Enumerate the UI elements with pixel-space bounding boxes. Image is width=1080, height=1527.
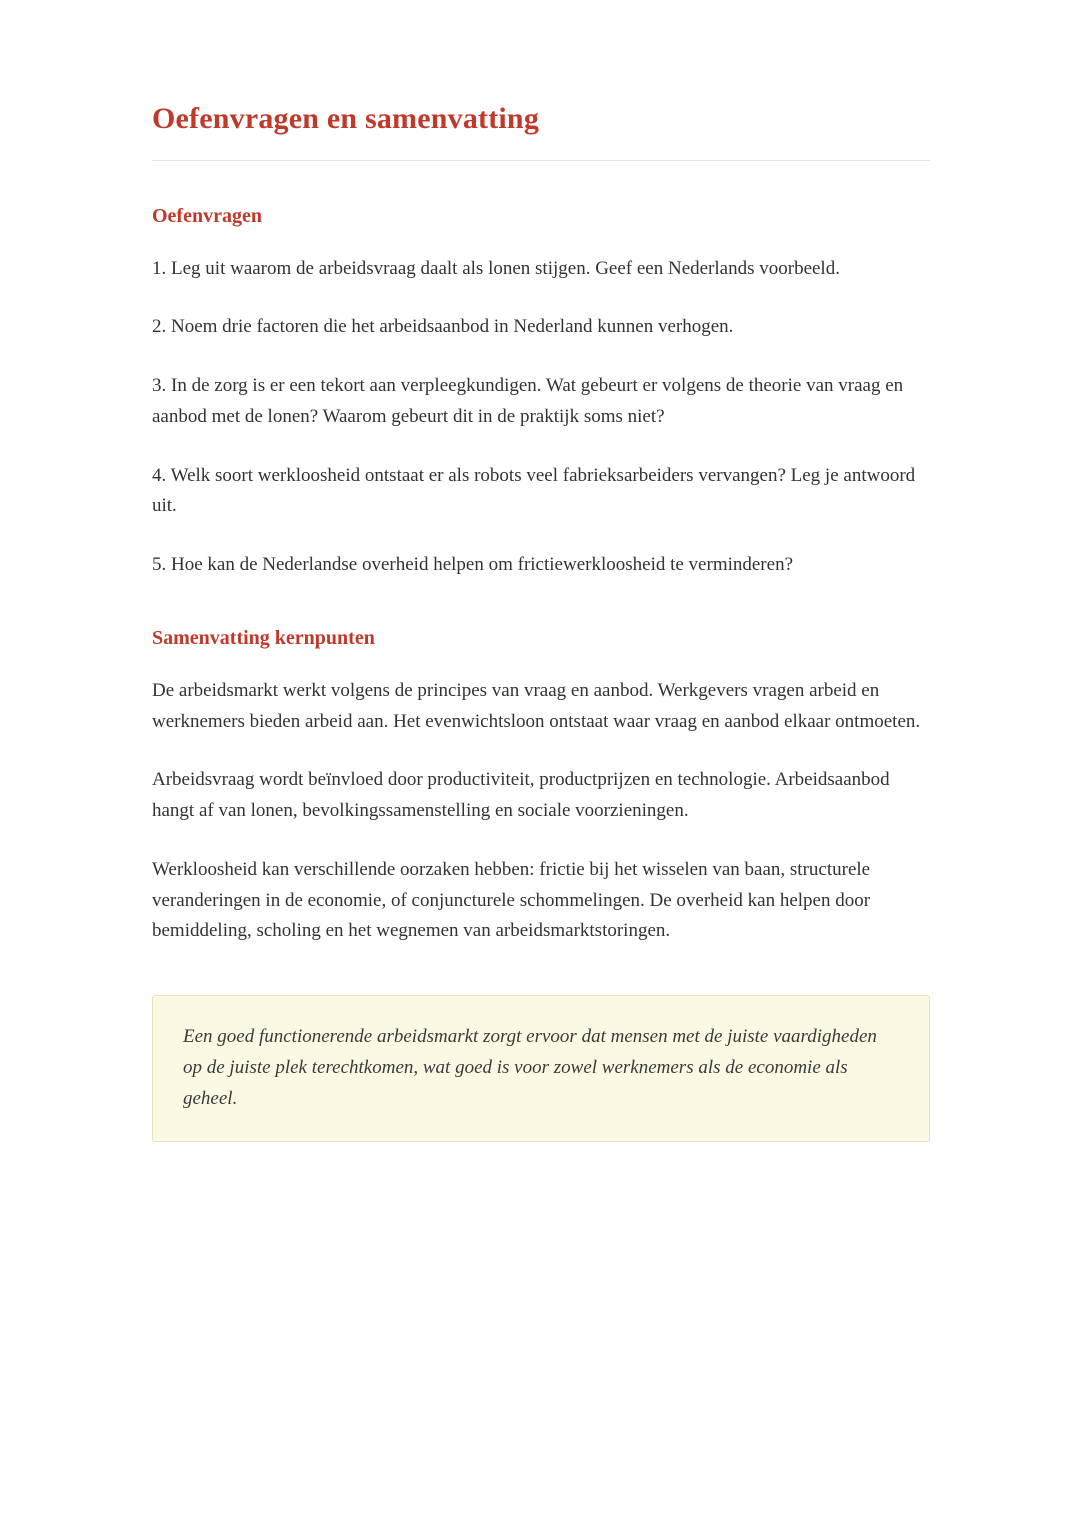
question-item: 3. In de zorg is er een tekort aan verpleegkundigen. Wat gebeurt er volgens de theorie van vraag en aanbod met de lonen? Waarom gebeurt dit in de praktijk soms niet? — [152, 375, 904, 427]
question-item: 1. Leg uit waarom de arbeidsvraag daalt als lonen stijgen. Geef een Nederlands voorbeeld. — [152, 257, 840, 279]
summary-paragraph: Arbeidsvraag wordt beïnvloed door productiviteit, productprijzen en technologie. Arbeidsaanbod hangt af van lonen, bevolkingssamenstelling en sociale voorzieningen. — [152, 769, 890, 822]
callout-text: Een goed functionerende arbeidsmarkt zorgt ervoor dat mensen met de juiste vaardigheden op de juiste plek terechtkomen, wat goed is voor zowel werknemers als de economie als geheel. — [183, 1026, 877, 1109]
document-content — [152, 100, 930, 1142]
title-divider — [152, 160, 930, 161]
question-item: 4. Welk soort werkloosheid ontstaat er als robots veel fabrieksarbeiders vervangen? Leg je antwoord uit. — [152, 464, 916, 517]
summary-paragraph: Werkloosheid kan verschillende oorzaken hebben: frictie bij het wisselen van baan, structurele veranderingen in de economie, of conjuncturele schommelingen. De overheid kan helpen door bemiddeling, scholing en het wegnemen van arbeidsmarktstoringen. — [152, 858, 871, 942]
questions-heading: Oefenvragen — [152, 204, 262, 227]
summary-paragraph: De arbeidsmarkt werkt volgens de principes van vraag en aanbod. Werkgevers vragen arbeid en werknemers bieden arbeid aan. Het evenwichtsloon ontstaat waar vraag en aanbod elkaar ontmoeten. — [152, 679, 921, 732]
question-item: 2. Noem drie factoren die het arbeidsaanbod in Nederland kunnen verhogen. — [152, 316, 734, 338]
summary-heading: Samenvatting kernpunten — [152, 626, 375, 649]
question-item: 5. Hoe kan de Nederlandse overheid helpen om frictiewerkloosheid te verminderen? — [152, 554, 793, 576]
key-insight-callout — [152, 995, 930, 1141]
page-title: Oefenvragen en samenvatting — [152, 102, 540, 135]
